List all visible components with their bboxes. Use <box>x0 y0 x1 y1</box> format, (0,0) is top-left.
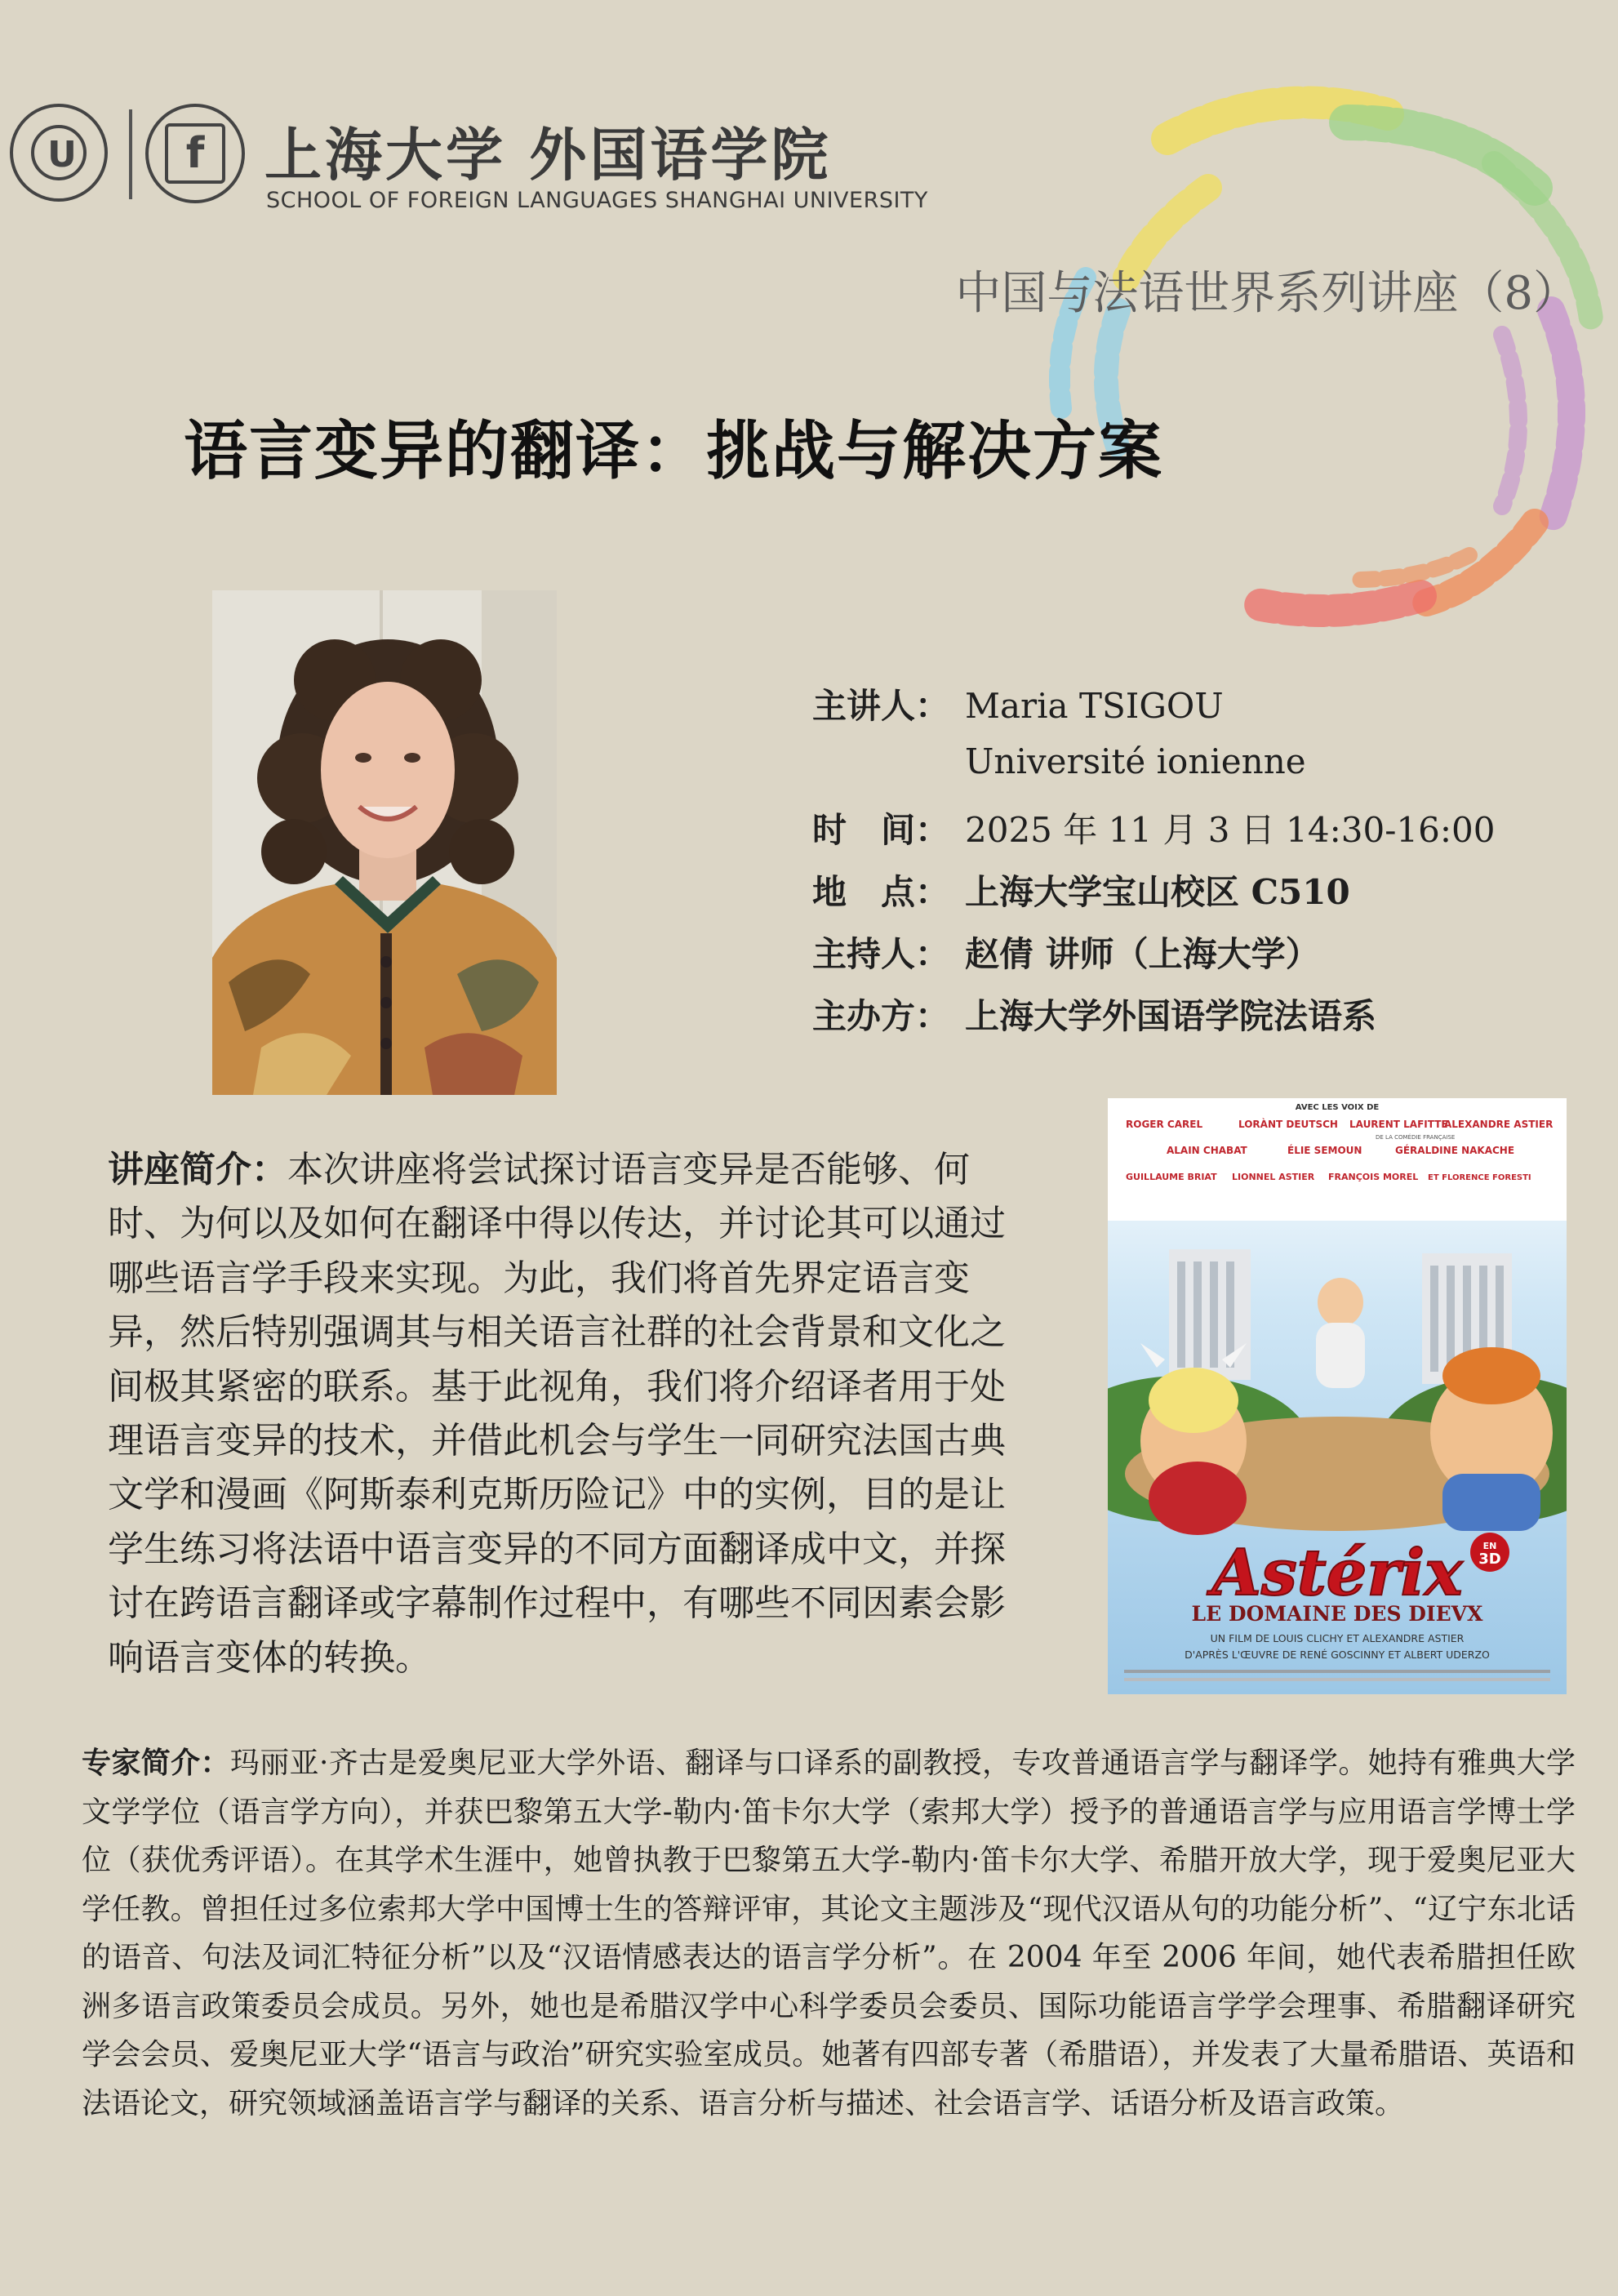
lecture-title: 语言变异的翻译：挑战与解决方案 <box>183 415 1163 488</box>
poster-cast-5: ALAIN CHABAT <box>1167 1145 1247 1156</box>
host-value: 赵倩 讲师（上海大学） <box>965 934 1320 974</box>
host-row <box>812 928 1596 990</box>
poster-cast-6: ÉLIE SEMOUN <box>1287 1145 1362 1156</box>
poster-film-title: Astérix <box>1211 1536 1463 1610</box>
speaker-label: 主讲人： <box>812 686 950 726</box>
poster-cast-8: GUILLAUME BRIAT <box>1126 1172 1217 1182</box>
time-label: 时 间： <box>812 810 950 850</box>
lecture-summary <box>108 1143 1038 1685</box>
speaker-photo <box>212 590 557 1095</box>
color-ring-decoration <box>963 65 1616 686</box>
poster-badge-en: EN <box>1482 1541 1497 1551</box>
university-seal-icon: U <box>10 104 108 202</box>
place-value: 上海大学宝山校区 C510 <box>965 872 1350 912</box>
school-emblem-icon: f <box>145 104 245 203</box>
lecture-series-title: 中国与法语世界系列讲座（8） <box>955 267 1579 320</box>
time-value: 2025 年 11 月 3 日 14:30-16:00 <box>965 810 1496 850</box>
poster-cast-9: LIONNEL ASTIER <box>1232 1172 1315 1182</box>
host-label: 主持人： <box>812 934 950 974</box>
poster-subtitle: LE DOMAINE DES DIEVX <box>1191 1602 1483 1626</box>
poster-credit-2: D'APRÈS L'ŒUVRE DE RENÉ GOSCINNY ET ALBERT UDERZO <box>1185 1649 1490 1661</box>
school-name-en: SCHOOL OF FOREIGN LANGUAGES SHANGHAI UNIVERSITY <box>266 188 928 213</box>
poster-cast-1: ROGER CAREL <box>1126 1119 1203 1130</box>
poster-credit-1: UN FILM DE LOUIS CLICHY ET ALEXANDRE ASTIER <box>1210 1632 1465 1644</box>
school-logo-header <box>10 100 928 230</box>
poster-cast-2: LORÀNT DEUTSCH <box>1238 1119 1338 1130</box>
summary-label: 讲座简介： <box>108 1149 287 1190</box>
poster-cast-3: LAURENT LAFITTE <box>1349 1119 1448 1130</box>
bio-label: 专家简介： <box>82 1746 230 1780</box>
summary-text: 本次讲座将尝试探讨语言变异是否能够、何时、为何以及如何在翻译中得以传达，并讨论其可以通过哪些语言学手段来实现。为此，我们将首先界定语言变异，然后特别强调其与相关语言社群的社会背景和文化之间极其紧密的联系。基于此视角，我们将介绍译者用于处理语言变异的技术，并借此机会与学生一同研究法国古典文学和漫画《阿斯泰利克斯历险记》中的实例，目的是让学生练习将法语中语言变异的不同方面翻译成中文，并探讨在跨语言翻译或字幕制作过程中，有哪些不同因素会影响语言变体的转换。 <box>108 1149 1006 1679</box>
poster-voices-intro: AVEC LES VOIX DE <box>1295 1103 1380 1112</box>
speaker-affiliation-row <box>812 741 1596 803</box>
school-name-cn: 上海大学 外国语学院 <box>264 121 832 189</box>
place-label: 地 点： <box>812 872 950 912</box>
logo-divider <box>129 109 132 199</box>
time-row <box>812 803 1596 865</box>
poster-cast-11: ET FLORENCE FORESTI <box>1428 1173 1531 1182</box>
organizer-value: 上海大学外国语学院法语系 <box>965 996 1377 1036</box>
event-info <box>812 679 1596 1052</box>
bio-text: 玛丽亚·齐古是爱奥尼亚大学外语、翻译与口译系的副教授，专攻普通语言学与翻译学。她持有雅典大学文学学位（语言学方向），并获巴黎第五大学-勒内·笛卡尔大学（索邦大学）授予的普通语言学与应用语言学博士学位（获优秀评语）。在其学术生涯中，她曾执教于巴黎第五大学-勒内·笛卡尔大学、希腊开放大学，现于爱奥尼亚大学任教。曾担任过多位索邦大学中国博士生的答辩评审，其论文主题涉及“现代汉语从句的功能分析”、“辽宁东北话的语音、句法及词汇特征分析”以及“汉语情感表达的语言学分析”。在 2004 年至 2006 年间，她代表希腊担任欧洲多语言政策委员会成员。另外，她也是希腊汉学中心科学委员会委员、国际功能语言学学会理事、希腊翻译研究学会会员、爱奥尼亚大学“语言与政治”研究实验室成员。她著有四部专著（希腊语），并发表了大量希腊语、英语和法语论文，研究领域涵盖语言学与翻译的关系、语言分析与描述、社会语言学、话语分析及语言政策。 <box>82 1746 1576 2120</box>
asterix-film-poster <box>1108 1098 1567 1694</box>
poster-cast-note: DE LA COMÉDIE FRANÇAISE <box>1376 1134 1456 1141</box>
organizer-label: 主办方： <box>812 996 950 1036</box>
speaker-row <box>812 679 1596 741</box>
speaker-affiliation: Université ionienne <box>965 741 1306 781</box>
poster-cast-4: ALEXANDRE ASTIER <box>1444 1119 1554 1130</box>
speaker-name: Maria TSIGOU <box>965 686 1224 726</box>
organizer-row <box>812 990 1596 1052</box>
expert-bio <box>82 1739 1576 2128</box>
place-row <box>812 865 1596 928</box>
poster-cast-7: GÉRALDINE NAKACHE <box>1395 1145 1515 1156</box>
poster-badge-3d: 3D <box>1478 1551 1501 1568</box>
poster-cast-10: FRANÇOIS MOREL <box>1328 1172 1419 1182</box>
